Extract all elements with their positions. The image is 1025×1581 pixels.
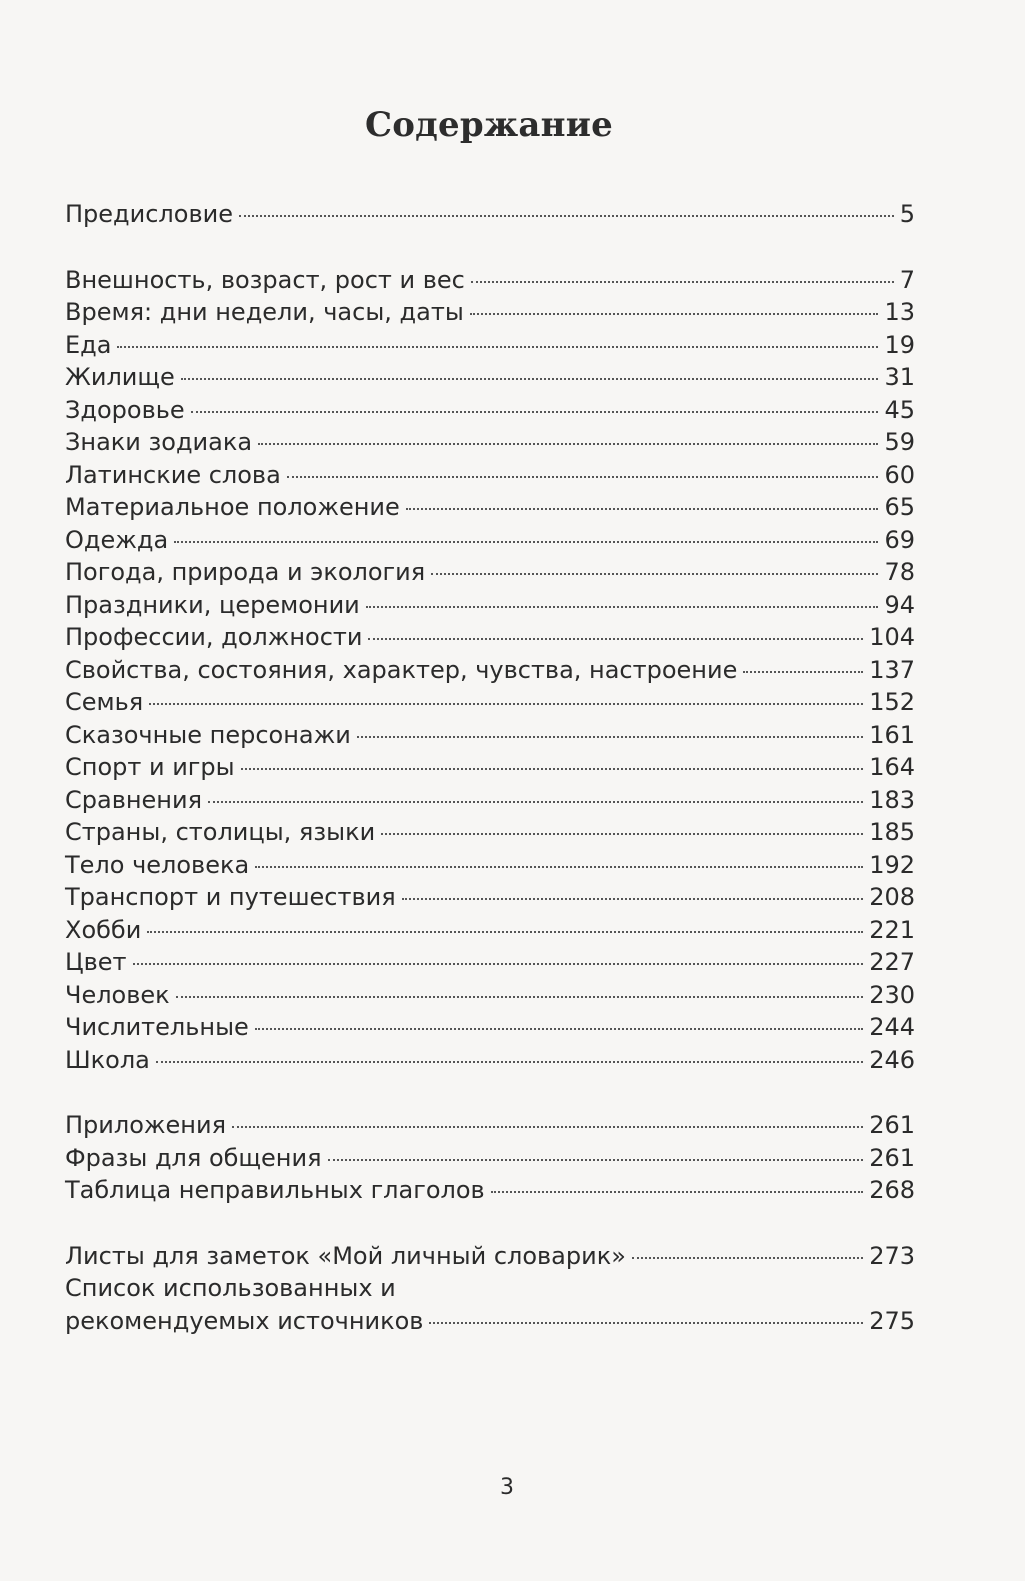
dot-leader xyxy=(406,508,879,510)
toc-entry xyxy=(65,461,915,494)
toc-entry xyxy=(65,298,915,331)
dot-leader xyxy=(239,215,894,217)
toc-entry xyxy=(65,1144,915,1177)
toc-entry-label: Таблица неправильных глаголов xyxy=(65,1176,485,1204)
toc-entry-page: 31 xyxy=(884,363,915,391)
dot-leader xyxy=(328,1159,864,1161)
toc-entry xyxy=(65,656,915,689)
toc-entry xyxy=(65,818,915,851)
toc-entry-label: Числительные xyxy=(65,1013,249,1041)
toc-entry xyxy=(65,753,915,786)
toc-entry-page: 185 xyxy=(869,818,915,846)
dot-leader xyxy=(287,476,879,478)
toc-entry-page: 13 xyxy=(884,298,915,326)
toc-entry-page: 164 xyxy=(869,753,915,781)
toc-entry xyxy=(65,948,915,981)
toc-entry xyxy=(65,1307,915,1340)
toc-entry-page: 208 xyxy=(869,883,915,911)
toc-entry xyxy=(65,851,915,884)
toc-entry-page: 152 xyxy=(869,688,915,716)
toc-entry xyxy=(65,558,915,591)
dot-leader xyxy=(366,606,879,608)
toc-entry-page: 137 xyxy=(869,655,915,684)
toc-entry xyxy=(65,1176,915,1209)
dot-leader xyxy=(232,1126,863,1128)
toc-entry-page: 227 xyxy=(869,948,915,976)
toc-entry-label: Цвет xyxy=(65,948,127,976)
dot-leader xyxy=(156,1061,863,1063)
toc-entry xyxy=(65,623,915,656)
dot-leader xyxy=(429,1322,863,1324)
toc-entry-label: Здоровье xyxy=(65,395,185,424)
toc-entry xyxy=(65,786,915,819)
toc-entry-page: 275 xyxy=(869,1306,915,1335)
group-spacer xyxy=(65,1209,915,1242)
toc-entry xyxy=(65,721,915,754)
dot-leader xyxy=(368,638,863,640)
toc-entry-page: 104 xyxy=(869,623,915,651)
toc-entry-label: Профессии, должности xyxy=(65,623,363,651)
dot-leader xyxy=(176,996,864,998)
dot-leader xyxy=(149,703,863,705)
dot-leader xyxy=(431,573,878,575)
toc-entry-label: Одежда xyxy=(65,525,169,554)
toc-entry-page: 60 xyxy=(884,460,915,489)
dot-leader xyxy=(133,963,864,965)
toc-entry xyxy=(65,200,915,233)
dot-leader xyxy=(147,931,863,933)
toc-entry-page: 246 xyxy=(869,1045,915,1074)
toc-entry-label: Спорт и игры xyxy=(65,753,235,781)
dot-leader xyxy=(258,443,878,445)
toc-entry-page: 69 xyxy=(884,525,915,554)
toc-entry-page: 65 xyxy=(884,493,915,521)
dot-leader xyxy=(208,801,863,803)
toc-entry xyxy=(65,591,915,624)
toc-entry-label: Фразы для общения xyxy=(65,1143,322,1172)
toc-entry xyxy=(65,688,915,721)
toc-entry-label: Человек xyxy=(65,980,170,1009)
toc-entry-page: 273 xyxy=(869,1241,915,1270)
toc-entry-label: Приложения xyxy=(65,1111,227,1139)
toc-entry-label: рекомендуемых источников xyxy=(65,1306,424,1335)
toc-entry-label: Праздники, церемонии xyxy=(65,590,360,619)
toc-entry-page: 7 xyxy=(899,265,915,294)
dot-leader xyxy=(241,768,864,770)
toc-entry-label: Погода, природа и экология xyxy=(65,558,426,586)
toc-entry-label: Сказочные персонажи xyxy=(65,720,351,749)
toc-entry-page: 183 xyxy=(869,785,915,814)
toc-entry-page: 230 xyxy=(869,980,915,1009)
toc-entry xyxy=(65,266,915,299)
toc-entry xyxy=(65,428,915,461)
toc-entry-page: 161 xyxy=(869,720,915,749)
group-spacer xyxy=(65,1078,915,1111)
toc-entry xyxy=(65,1242,915,1275)
toc-entry xyxy=(65,1013,915,1046)
toc-entry-page: 78 xyxy=(884,558,915,586)
toc-entry-label: Хобби xyxy=(65,915,142,944)
toc-entry xyxy=(65,1046,915,1079)
toc-entry-label: Семья xyxy=(65,688,144,716)
toc-entry xyxy=(65,363,915,396)
toc-entry-page: 45 xyxy=(884,395,915,424)
group-spacer xyxy=(65,233,915,266)
toc-entry-label: Сравнения xyxy=(65,785,203,814)
page-number: 3 xyxy=(500,1475,514,1500)
toc-entry-page: 19 xyxy=(884,330,915,359)
toc-entry-label: Латинские слова xyxy=(65,460,281,489)
toc-entry-label: Время: дни недели, часы, даты xyxy=(65,298,464,326)
toc-entry-page: 244 xyxy=(869,1013,915,1041)
dot-leader xyxy=(471,281,894,283)
dot-leader xyxy=(191,411,879,413)
toc-entry-page: 261 xyxy=(869,1111,915,1139)
toc-entry-label: Свойства, состояния, характер, чувства, настроение xyxy=(65,655,738,684)
dot-leader xyxy=(491,1191,864,1193)
toc-entry-page: 192 xyxy=(869,850,915,879)
dot-leader xyxy=(470,313,879,315)
toc-entry-label: Жилище xyxy=(65,363,175,391)
toc-entry-label: Материальное положение xyxy=(65,493,400,521)
toc-entry-page: 261 xyxy=(869,1143,915,1172)
toc-entry-label: Предисловие xyxy=(65,200,233,228)
dot-leader xyxy=(743,671,863,673)
dot-leader xyxy=(255,1028,863,1030)
dot-leader xyxy=(174,541,878,543)
toc-entry-page: 59 xyxy=(884,428,915,456)
toc-entry xyxy=(65,526,915,559)
toc-entry-label: Еда xyxy=(65,330,112,359)
toc-entry-label: Знаки зодиака xyxy=(65,428,253,456)
toc-entry xyxy=(65,493,915,526)
dot-leader xyxy=(181,378,879,380)
dot-leader xyxy=(117,346,878,348)
toc-entry-page: 268 xyxy=(869,1176,915,1204)
toc-entry-label: Листы для заметок «Мой личный словарик» xyxy=(65,1241,626,1270)
toc-entry xyxy=(65,1111,915,1144)
toc-entry-page: 221 xyxy=(869,915,915,944)
toc-entry-label: Транспорт и путешествия xyxy=(65,883,396,911)
dot-leader xyxy=(402,898,864,900)
dot-leader xyxy=(357,736,863,738)
toc-entry xyxy=(65,883,915,916)
toc-entry-page: 94 xyxy=(884,590,915,619)
page-title: Содержание xyxy=(365,105,613,145)
toc-entry xyxy=(65,981,915,1014)
toc-entry xyxy=(65,331,915,364)
dot-leader xyxy=(381,833,863,835)
toc-entry-label-line: Список использованных и xyxy=(65,1274,396,1302)
table-of-contents xyxy=(65,200,915,1339)
dot-leader xyxy=(632,1257,863,1259)
toc-entry-label: Страны, столицы, языки xyxy=(65,818,376,846)
toc-entry-page: 5 xyxy=(899,200,915,228)
toc-entry xyxy=(65,396,915,429)
toc-entry-label: Школа xyxy=(65,1045,150,1074)
toc-entry-label: Тело человека xyxy=(65,850,250,879)
toc-entry xyxy=(65,916,915,949)
toc-entry-label: Внешность, возраст, рост и вес xyxy=(65,265,465,294)
dot-leader xyxy=(255,866,863,868)
